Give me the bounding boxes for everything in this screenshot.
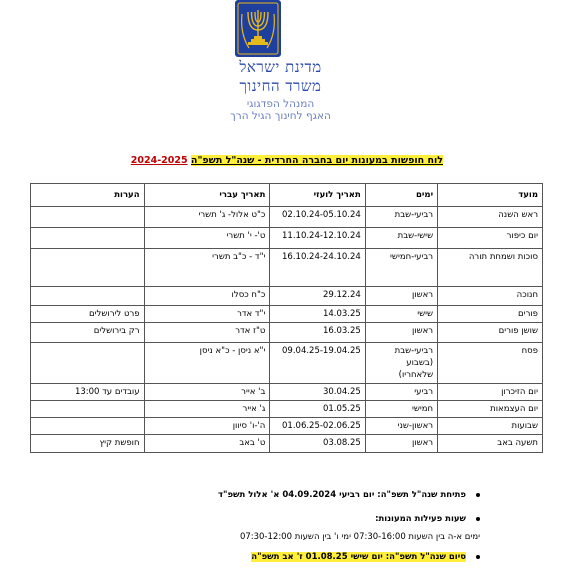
hours-title-text: שעות פעילות המעונות: [375, 514, 466, 524]
cell-days: ראשון-שני [365, 418, 437, 435]
cell-notes-value: עובדים עד 13:00 [74, 387, 140, 397]
header-occasion: מועד [438, 184, 543, 207]
cell-gregorian-value: 16.03.25 [322, 326, 361, 336]
header-division: האגף לחינוך הגיל הרך [230, 110, 331, 122]
cell-gregorian-value: 01.06.25-02.06.25 [282, 421, 361, 431]
cell-notes [31, 207, 145, 228]
cell-hebrew: ב' אייר [144, 384, 270, 401]
cell-gregorian-value: 02.10.24-05.10.24 [282, 210, 361, 220]
cell-days: רביעי-שבת (בשבוע שלאחריו) [365, 343, 437, 384]
closing-text: סיום שנה"ל תשפ"ה: יום שישי 01.08.25 ז' אב תשפ"ה [251, 552, 466, 562]
cell-notes: רק בירושלים [31, 323, 145, 343]
cell-hebrew: י"א ניסן - כ"א ניסן [144, 343, 270, 384]
header-days: ימים [365, 184, 437, 207]
cell-occasion: יום הזיכרון [438, 384, 543, 401]
cell-gregorian-value: 11.10.24-12.10.24 [282, 231, 361, 241]
cell-hebrew: כ"ט אלול- ג' תשרי [144, 207, 270, 228]
cell-gregorian-value: 14.03.25 [322, 309, 361, 319]
cell-occasion: יום העצמאות [438, 401, 543, 418]
cell-hebrew: ג' אייר [144, 401, 270, 418]
cell-notes [31, 287, 145, 306]
bullet-icon [476, 517, 480, 521]
cell-occasion: פסח [438, 343, 543, 384]
cell-gregorian-value: 30.04.25 [322, 387, 361, 397]
table-row [31, 418, 543, 435]
cell-notes [31, 343, 145, 384]
table-row [31, 343, 543, 384]
cell-occasion: שושן פורים [438, 323, 543, 343]
cell-notes [31, 384, 145, 401]
bullet-icon [476, 555, 480, 559]
header-hebrew-date: תאריך עברי [144, 184, 270, 207]
cell-hebrew: ט"ז אדר [144, 323, 270, 343]
cell-notes [31, 228, 145, 249]
table-header-row [31, 184, 543, 207]
cell-gregorian [270, 418, 365, 435]
hours-title-note [375, 514, 480, 524]
cell-gregorian-value: 09.04.25-19.04.25 [282, 346, 361, 356]
cell-gregorian [270, 435, 365, 453]
table-row [31, 287, 543, 306]
cell-occasion: סוכות ושמחת תורה [438, 249, 543, 287]
header-department: המנהל הפדגוגי [246, 98, 315, 110]
cell-hebrew: י"ד - כ"ב תשרי [144, 249, 270, 287]
hours-text: ימים א-ה בין השעות 07:30-16:00 ימי ו' בין השעות 07:30-12:00 [239, 532, 480, 542]
cell-days: ראשון [365, 435, 437, 453]
holiday-table [30, 183, 543, 453]
title-years: 2024-2025 [130, 155, 188, 166]
cell-gregorian [270, 207, 365, 228]
cell-days: רביעי [365, 384, 437, 401]
cell-gregorian-value: 01.05.25 [322, 404, 361, 414]
header-gregorian-date: תאריך לועזי [270, 184, 365, 207]
document-title [76, 155, 443, 166]
cell-days: שישי [365, 306, 437, 323]
cell-gregorian-value: 29.12.24 [322, 290, 361, 300]
cell-gregorian [270, 384, 365, 401]
table-row [31, 207, 543, 228]
table-row [31, 435, 543, 453]
cell-notes [31, 401, 145, 418]
bullet-icon [476, 493, 480, 497]
cell-days: חמישי [365, 401, 437, 418]
cell-gregorian [270, 343, 365, 384]
table-row [31, 384, 543, 401]
cell-hebrew: כ"ח כסלו [144, 287, 270, 306]
cell-gregorian-value: 03.08.25 [322, 438, 361, 448]
cell-gregorian [270, 228, 365, 249]
cell-notes: פרט לירושלים [31, 306, 145, 323]
table-row [31, 323, 543, 343]
opening-text: פתיחת שנה"ל תשפ"ה: יום רביעי 04.09.2024 א' אלול תשפ"ד [218, 490, 466, 500]
cell-gregorian [270, 323, 365, 343]
cell-occasion: יום כיפור [438, 228, 543, 249]
header-state: מדינת ישראל [239, 58, 322, 76]
cell-notes [31, 418, 145, 435]
cell-occasion: שבועות [438, 418, 543, 435]
closing-note [251, 552, 480, 562]
cell-hebrew: ט' באב [144, 435, 270, 453]
cell-occasion: חנוכה [438, 287, 543, 306]
cell-hebrew: י"ד אדר [144, 306, 270, 323]
cell-days: ראשון [365, 287, 437, 306]
cell-gregorian [270, 401, 365, 418]
opening-note [218, 490, 480, 500]
cell-hebrew: ט'- י' תשרי [144, 228, 270, 249]
cell-gregorian [270, 287, 365, 306]
cell-hebrew: ה'-ו' סיוון [144, 418, 270, 435]
cell-gregorian [270, 249, 365, 287]
cell-days: ראשון [365, 323, 437, 343]
cell-days: רביעי-חמישי [365, 249, 437, 287]
header-notes: הערות [31, 184, 145, 207]
cell-notes [31, 249, 145, 287]
title-main: לוח חופשות במעונות יום בחברה החרדית - שנה"ל תשפ"ה [190, 155, 443, 166]
cell-occasion: ראש השנה [438, 207, 543, 228]
cell-occasion: פורים [438, 306, 543, 323]
cell-days: רביעי-שבת [365, 207, 437, 228]
table-row [31, 306, 543, 323]
table-row [31, 228, 543, 249]
table-row [31, 249, 543, 287]
cell-gregorian [270, 306, 365, 323]
header-ministry: משרד החינוך [239, 77, 322, 95]
cell-days: שישי-שבת [365, 228, 437, 249]
cell-notes: חופשת קיץ [31, 435, 145, 453]
state-emblem-icon [235, 0, 281, 57]
table-row [31, 401, 543, 418]
cell-gregorian-value: 16.10.24-24.10.24 [282, 252, 361, 262]
cell-occasion: תשעה באב [438, 435, 543, 453]
